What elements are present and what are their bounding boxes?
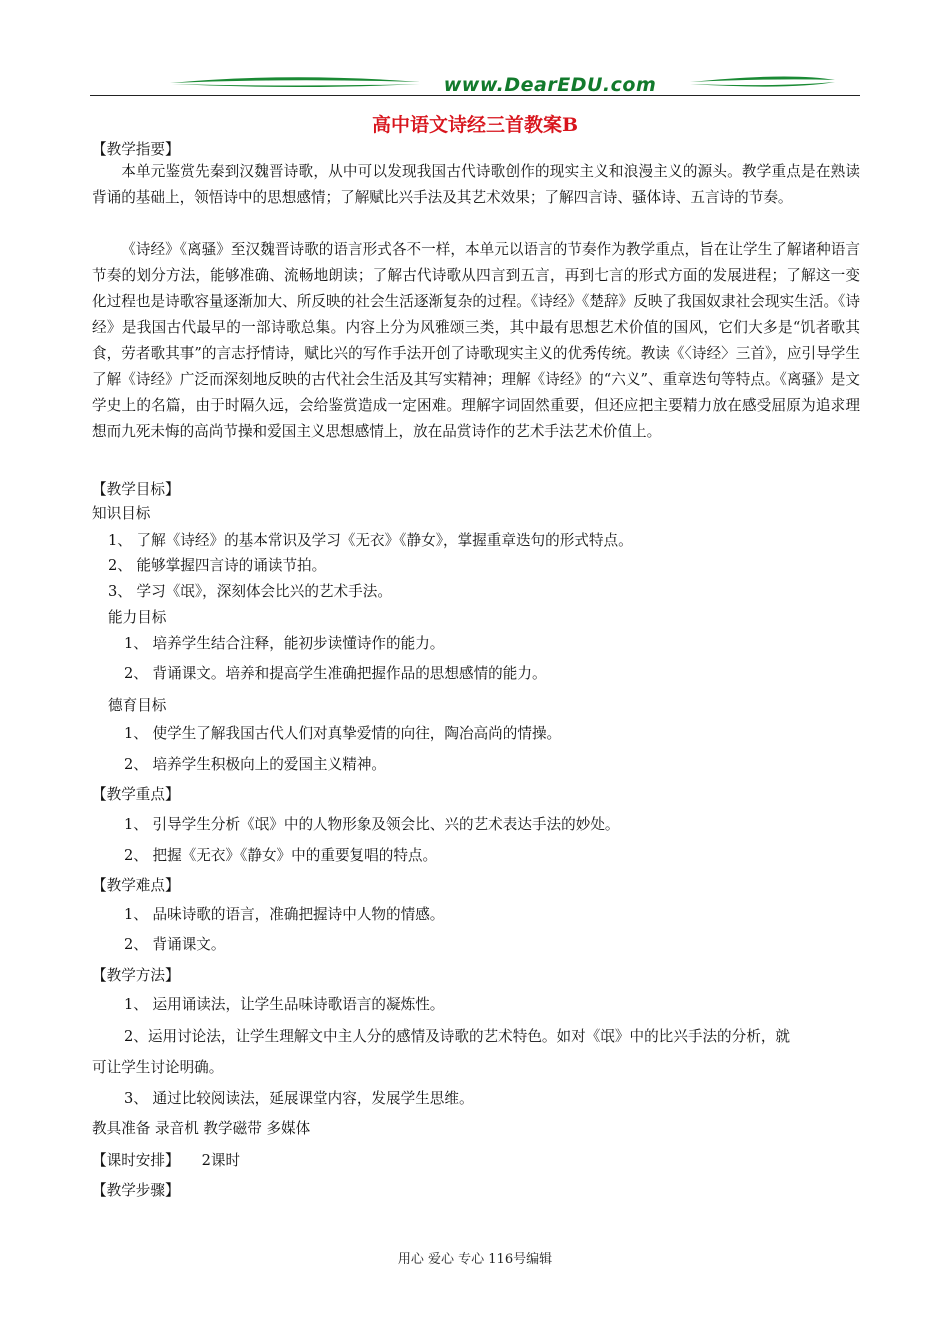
method-heading: 【教学方法】 — [92, 967, 180, 984]
knowledge-item: 3、 学习《氓》，深刻体会比兴的艺术手法。 — [108, 583, 392, 600]
guide-paragraph-2: 《诗经》《离骚》至汉魏晋诗歌的语言形式各不一样，本单元以语言的节奏作为教学重点，旨在让学生了解诸种语言节奏的划分方法，能够准确、流畅地朗读；了解古代诗歌从四言到五言，再到七言的形式方面的发展进程；了解这一变化过程也是诗歌容量逐渐加大、所反映的社会生活逐渐复杂的过程。《诗经》《楚辞》反映了我国奴隶社会现实生活。《诗经》是我国古代最早的一部诗歌总集。内容上分为风雅颂三类，其中最有思想艺术价值的国风，它们大多是“饥者歌其食，劳者歌其事”的言志抒情诗，赋比兴的写作手法开创了诗歌现实主义的优秀传统。教读《〈诗经〉三首》，应引导学生了解《诗经》广泛而深刻地反映的古代社会生活及其写实精神；理解《诗经》的“六义”、重章迭句等特点。《离骚》是文学史上的名篇，由于时隔久远，会给鉴赏造成一定困难。理解字词固然重要，但还应把主要精力放在感受屈原为追求理想而九死未悔的高尚节操和爱国主义思想感情上，放在品赏诗作的艺术手法艺术价值上。 — [92, 241, 860, 440]
knowledge-item: 2、 能够掌握四言诗的诵读节拍。 — [108, 557, 327, 574]
schedule-label: 【课时安排】 — [92, 1152, 180, 1169]
moral-heading: 德育目标 — [108, 697, 167, 714]
knowledge-item: 1、 了解《诗经》的基本常识及学习《无衣》《静女》，掌握重章迭句的形式特点。 — [108, 532, 633, 549]
difficult-item: 2、 背诵课文。 — [124, 936, 226, 953]
ability-item: 2、 背诵课文。培养和提高学生准确把握作品的思想感情的能力。 — [124, 665, 547, 682]
guide-heading: 【教学指要】 — [92, 141, 180, 158]
site-logo[interactable]: www.DearEDU.com — [443, 74, 657, 96]
moral-item: 2、 培养学生积极向上的爱国主义精神。 — [124, 756, 387, 773]
goals-heading: 【教学目标】 — [92, 481, 180, 498]
method-item-continued: 可让学生讨论明确。 — [92, 1059, 224, 1076]
document-title: 高中语文诗经三首教案B — [371, 114, 579, 136]
knowledge-heading: 知识目标 — [92, 505, 151, 522]
method-item: 2、运用讨论法，让学生理解文中主人分的感情及诗歌的艺术特色。如对《氓》中的比兴手法的分析，就 — [124, 1028, 791, 1045]
difficult-heading: 【教学难点】 — [92, 877, 180, 894]
schedule-heading — [92, 1149, 240, 1170]
keypoint-item: 1、 引导学生分析《氓》中的人物形象及领会比、兴的艺术表达手法的妙处。 — [124, 816, 620, 833]
page-footer: 用心 爱心 专心 116号编辑 — [397, 1252, 553, 1267]
ability-item: 1、 培养学生结合注释，能初步读懂诗作的能力。 — [124, 635, 445, 652]
steps-heading: 【教学步骤】 — [92, 1182, 180, 1199]
keypoints-heading: 【教学重点】 — [92, 786, 180, 803]
ability-heading: 能力目标 — [108, 609, 167, 626]
schedule-value: 2课时 — [201, 1152, 241, 1169]
moral-item: 1、 使学生了解我国古代人们对真挚爱情的向往，陶冶高尚的情操。 — [124, 725, 562, 742]
tools-line: 教具准备 录音机 教学磁带 多媒体 — [92, 1120, 311, 1137]
keypoint-item: 2、 把握《无衣》《静女》中的重要复唱的特点。 — [124, 847, 438, 864]
header-rule — [90, 95, 860, 96]
method-item: 1、 运用诵读法，让学生品味诗歌语言的凝炼性。 — [124, 996, 445, 1013]
guide-paragraph-1: 本单元鉴赏先秦到汉魏晋诗歌，从中可以发现我国古代诗歌创作的现实主义和浪漫主义的源头。教学重点是在熟读背诵的基础上，领悟诗中的思想感情；了解赋比兴手法及其艺术效果；了解四言诗、骚体诗、五言诗的节奏。 — [92, 163, 860, 206]
difficult-item: 1、 品味诗歌的语言，准确把握诗中人物的情感。 — [124, 906, 445, 923]
method-item: 3、 通过比较阅读法，延展课堂内容，发展学生思维。 — [124, 1090, 474, 1107]
